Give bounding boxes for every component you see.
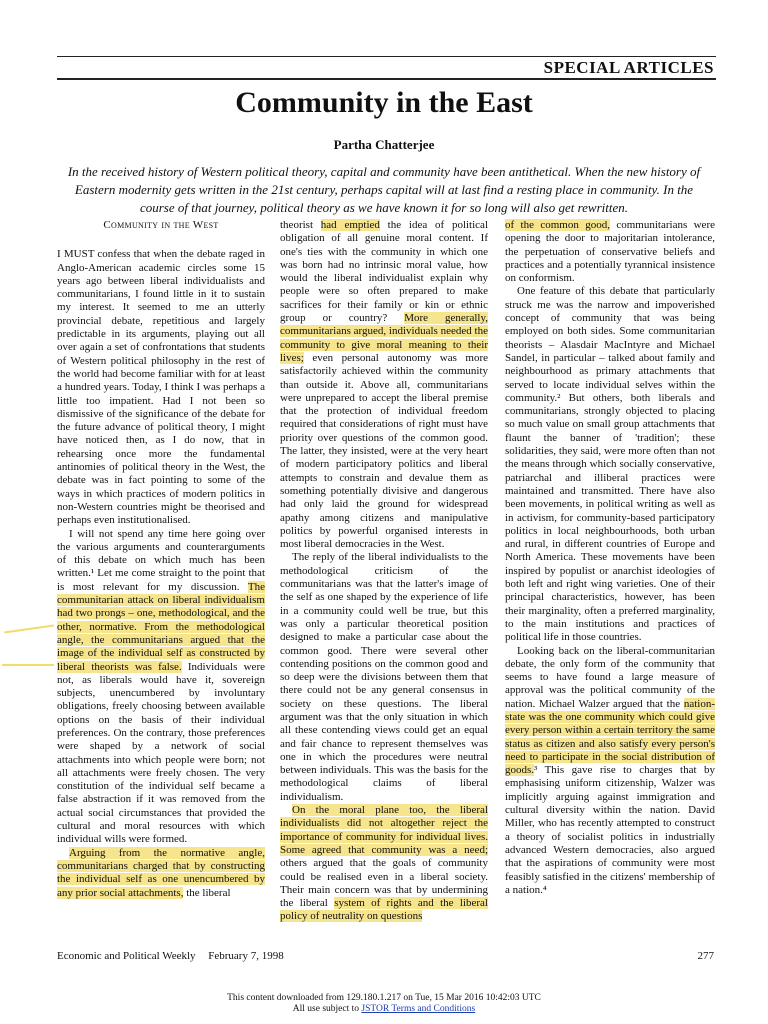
paragraph: I MUST confess that when the debate raged in Anglo-American academic circles some 15 years ago between liberal individualists and communitarians, I found little in it to sustain my interest. It seemed to me an utterly provincial debate, repetitious and largely predictable in its arguments, playing out all over again a set of confrontations that students of Western political philosophy in the rest of the world had become familiar with for at least a hundred years. Today, I think I was perhaps a little too impatient. Had I not been so dismissive of the significance of the debate for the future advance of political theory, I might have noticed then, as I do now, that in rehearsing once more the fundamental antinomies of political theory in the West, the debate was in fact pointing to some of the ways in which practices of modern politics in non-Western countries might be theorised and perhaps even institutionalised. — [57, 248, 265, 527]
column-middle — [280, 219, 488, 924]
highlighted-text: system of rights and the liberal policy of neutrality on questions — [280, 897, 488, 923]
text-run: the idea of political obligation of all genuine moral content. If one's ties with the community in which one was born had no intrinsic moral value, how would the liberal individualist explain why people were so often prepared to make sacrifices for their family or kin or ethnic group or country? — [280, 219, 488, 325]
section-subheading: Community in the West — [103, 219, 219, 231]
highlighted-text: The communitarian attack on liberal individualism had two prongs – one, methodological, and the other, normative. From the methodological angle, the communitarians argued that the image of the individual self as constructed by liberal theorists was false. — [57, 580, 265, 673]
paragraph — [280, 804, 488, 924]
highlighted-text: On the moral plane too, the liberal individualists did not altogether reject the importance of community for individual lives. Some agreed that community was a need; — [280, 804, 488, 856]
paragraph: The reply of the liberal individualists to the methodological criticism of the communitarians was that the latter's image of the self as one shaped by the experience of life in a community could well be true, but this was only a particular theoretical position designed to make a particular case about the common good. There were several other contending positions on the common good and so deep were the divisions between them that there could not be any general consensus in society on these questions. The liberal argument was that the only situation in which all these contending views could get an equal and fair chance to represent themselves was one in which the procedures were neutral between individuals. This was the basis for the methodological claims of liberal individualism. — [280, 551, 488, 803]
terms-link[interactable]: JSTOR Terms and Conditions — [361, 1004, 476, 1014]
text-run: Looking back on the liberal-communitarian debate, the only form of the community that seems to have found a large measure of approval was the political community of the nation. Michael Walzer argued that the — [505, 644, 715, 710]
highlighted-text: had emptied — [320, 219, 380, 231]
paragraph — [505, 219, 715, 285]
highlighted-text: Arguing from the normative angle, communitarians charged that by constructing the individual self as one unencumbered by any prior social attachments, — [57, 846, 265, 899]
paragraph — [57, 847, 265, 900]
article-abstract: In the received history of Western political theory, capital and community have been antithetical. When the new history of Eastern modernity gets written in the 21st century, perhaps capital will at last find a resting place in community. In the course of that journey, political theory as we have known it for so long will also get rewritten. — [67, 164, 701, 215]
text-run: communitarians were opening the door to majoritarian intolerance, the perpetuation of conservative beliefs and practices and a potentially tyrannical insistence on conformism. — [505, 219, 715, 285]
download-notice — [0, 993, 768, 1015]
margin-annotation-mark — [2, 664, 54, 666]
text-run: even personal autonomy was more satisfactorily achieved within the community than outside it. Above all, communitarians were unprepared to accept the liberal premise that the protection of individual freedom required that considerations of right must have priority over questions of the common good. The latter, they insisted, were at the very heart of modern participatory politics and liberal attempts to constrain and devalue them as something potentially divisive and dangerous had only laid the ground for widespread apathy among citizens and manipulative politics by powerful organised interests in most liberal democracies in the West. — [280, 351, 488, 551]
text-run: I will not spend any time here going over the various arguments and counterarguments of this debate on which much has been written.¹ Let me come straight to the point that is most relevant for my discussion. — [57, 527, 265, 593]
journal-name: Economic and Political Weekly — [57, 950, 196, 962]
text-run: the liberal — [183, 886, 231, 899]
top-rule — [57, 56, 716, 57]
issue-date: February 7, 1998 — [208, 950, 284, 962]
section-rule — [57, 78, 716, 80]
highlighted-text: of the common good, — [505, 219, 610, 231]
page-number: 277 — [697, 950, 714, 962]
article-author: Partha Chatterjee — [333, 137, 435, 152]
column-left — [57, 219, 265, 900]
margin-annotation-mark — [4, 625, 54, 634]
text-run: others argued that the goals of community could be realised even in a liberal society. Their main concern was that by undermining the liberal — [280, 857, 488, 910]
text-run: ³ This gave rise to charges that by emphasising uniform citizenship, Walzer was implicitly arguing against immigration and cultural diversity within the nation. David Miller, who has recently attempted to construct a theory of socialist politics in industrially advanced Western democracies, also argued that the aspirations of community were most feasibly satisfied in the citizens' membership of a nation.⁴ — [505, 764, 715, 896]
paragraph — [280, 219, 488, 551]
column-right — [505, 219, 715, 897]
text-run: theorist — [280, 219, 321, 231]
section-label: SPECIAL ARTICLES — [543, 58, 714, 77]
highlighted-text: More generally, communitarians argued, individuals needed the community to give moral meaning to their lives; — [280, 312, 488, 364]
paragraph — [57, 528, 265, 847]
article-title: Community in the East — [235, 86, 533, 119]
journal-footer — [57, 950, 294, 962]
terms-line — [0, 1004, 768, 1015]
highlighted-text: nation-state was the one community which could give every person within a certain territory the same status as citizen and also satisfy every person's need to participate in the social distribution of goods. — [505, 697, 715, 777]
terms-prefix: All use subject to — [292, 1004, 362, 1014]
paragraph: One feature of this debate that particularly struck me was the narrow and impoverished concept of community that was being employed on both sides. Some communitarian theorists – Alasdair MacIntyre and Michael Sandel, in particular – talked about family and neighbourhood as primary attachments that served to locate individual selves within the community.² But others, both liberals and communitarians, strongly objected to placing so much value on small group attachments that flaunt the banner of 'tradition'; these solidarities, they said, were more often than not the means through which socially conservative, patriarchal and illiberal practices were maintained and transmitted. There have also been movements, in political writing as well as in activism, for community-based participatory politics in local neighbourhoods, both urban and rural, in different countries of Europe and North America. These movements have been inspired by populist or anarchist ideologies of both left and right wing varieties. One of their principal characteristics, however, has been their marginality, often a preferred marginality, to the main institutions and practices of political life in those countries. — [505, 285, 715, 644]
paragraph — [505, 645, 715, 898]
download-line: This content downloaded from 129.180.1.217 on Tue, 15 Mar 2016 10:42:03 UTC — [227, 993, 541, 1003]
text-run: Individuals were not, as liberals would have it, sovereign subjects, unencumbered by involuntary obligations, freely choosing between available options on the basis of their individual preferences. On the contrary, those preferences were shaped by a network of social attachments into which people were born; not all attachments were freely chosen. The very constitution of the individual self became a false abstraction if it was removed from the actual social circumstances that provided the cultural and moral resources with which individual wills were formed. — [57, 660, 265, 846]
